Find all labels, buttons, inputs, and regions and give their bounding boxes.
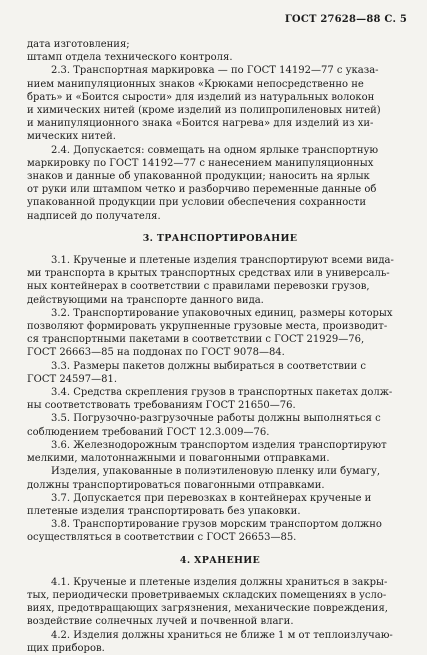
paragraph-3-1-line: действующими на транспорте данного вида. — [27, 294, 264, 306]
paragraph-3-1-line: 3.1. Крученые и плетеные изделия транспортируют всеми вида- — [51, 255, 394, 267]
paragraph-3-5-line: соблюдением требований ГОСТ 12.3.009—76. — [27, 426, 270, 438]
paragraph-3-4-line: 3.4. Средства скрепления грузов в транспортных пакетах долж- — [51, 387, 393, 399]
paragraph-2-4-line: от руки или штампом четко и разборчиво переменные данные об — [27, 184, 377, 196]
paragraph-4-1-line: тых, периодически проветриваемых складских помещениях в усло- — [27, 589, 387, 601]
paragraph-4-1-line: воздействие солнечных лучей и почвенной влаги. — [27, 616, 294, 628]
paragraph-3-4-line: ны соответствовать требованиям ГОСТ 21650—76. — [27, 400, 296, 412]
text-line: дата изготовления; — [27, 39, 130, 50]
paragraph-3-1-line: ных контейнерах в соответствии с правилами перевозки грузов, — [27, 281, 370, 293]
text-line: штамп отдела технического контроля. — [27, 52, 233, 64]
paragraph-2-3-line: мических нитей. — [27, 131, 116, 143]
paragraph-3-3-line: ГОСТ 24597—81. — [27, 373, 118, 385]
paragraph-3-2-line: позволяют формировать укрупненные грузовые места, производит- — [27, 321, 388, 333]
paragraph-3-8-line: осуществляться в соответствии с ГОСТ 26653—85. — [27, 532, 297, 544]
page-header: ГОСТ 27628—88 С. 5 — [284, 14, 407, 25]
paragraph-2-3-line: и манипуляционного знака «Боится нагрева» для изделий из хи- — [27, 118, 374, 130]
paragraph-2-3-line: 2.3. Транспортная маркировка — по ГОСТ 14192—77 с указа- — [51, 65, 379, 77]
paragraph-2-4-line: 2.4. Допускается: совмещать на одном ярлыке транспортную — [51, 144, 379, 156]
paragraph-4-1-line: виях, предотвращающих загрязнения, механические повреждения, — [27, 603, 388, 615]
paragraph-3-3-line: 3.3. Размеры пакетов должны выбираться в соответствии с — [51, 360, 366, 372]
paragraph-2-3-line: брать» и «Боится сырости» для изделий из натуральных волокон — [27, 91, 375, 103]
paragraph-3-6-line: мелкими, малотоннажными и повагонными отправками. — [27, 453, 330, 465]
document-body — [27, 38, 413, 655]
paragraph-3-7-line: плетеные изделия транспортировать без упаковки. — [27, 505, 301, 517]
paragraph-3-6b-line: Изделия, упакованные в полиэтиленовую пленку или бумагу, — [51, 466, 381, 478]
paragraph-2-4-line: упакованной продукции при условии обеспечения сохранности — [27, 197, 367, 209]
paragraph-3-5-line: 3.5. Погрузочно-разгрузочные работы должны выполняться с — [51, 413, 381, 425]
paragraph-3-2-line: 3.2. Транспортирование упаковочных единиц, размеры которых — [51, 307, 393, 319]
section-heading-storage: 4. ХРАНЕНИЕ — [179, 554, 261, 566]
paragraph-4-1-line: 4.1. Крученые и плетеные изделия должны храниться в закры- — [51, 576, 388, 588]
paragraph-2-3-line: и химических нитей (кроме изделий из полипропиленовых нитей) — [27, 105, 381, 117]
paragraph-3-1-line: ми транспорта в крытых транспортных средствах или в универсаль- — [27, 268, 390, 280]
paragraph-2-4-line: надписей до получателя. — [27, 210, 161, 222]
paragraph-3-2-line: ся транспортными пакетами в соответствии с ГОСТ 21929—76, — [27, 334, 365, 346]
section-heading-transportation: 3. ТРАНСПОРТИРОВАНИЕ — [142, 232, 298, 244]
paragraph-3-8-line: 3.8. Транспортирование грузов морским транспортом должно — [51, 519, 382, 531]
paragraph-3-6-line: 3.6. Железнодорожным транспортом изделия транспортируют — [51, 439, 387, 451]
paragraph-2-4-line: маркировку по ГОСТ 14192—77 с нанесением манипуляционных — [27, 157, 374, 169]
paragraph-2-3-line: нием манипуляционных знаков «Крюками непосредственно не — [27, 78, 364, 90]
paragraph-3-6b-line: должны транспортироваться повагонными отправками. — [27, 479, 325, 491]
paragraph-4-2-line: 4.2. Изделия должны храниться не ближе 1 м от теплоизлучаю- — [51, 629, 393, 641]
paragraph-2-4-line: знаков и данные об упакованной продукции; наносить на ярлык — [27, 171, 370, 183]
paragraph-3-2-line: ГОСТ 26663—85 на поддонах по ГОСТ 9078—84. — [27, 347, 285, 359]
paragraph-3-7-line: 3.7. Допускается при перевозках в контейнерах крученые и — [51, 492, 372, 504]
paragraph-4-2-line: щих приборов. — [27, 642, 105, 654]
